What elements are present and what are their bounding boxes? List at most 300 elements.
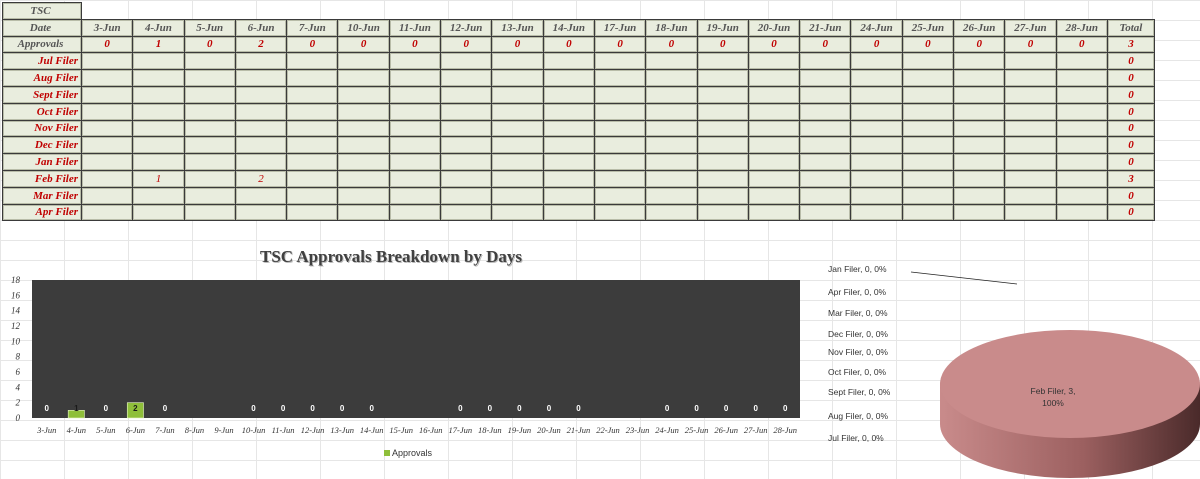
filer-cell[interactable]	[287, 187, 338, 204]
filer-cell[interactable]	[1056, 154, 1107, 171]
filer-cell[interactable]	[594, 204, 645, 221]
filer-cell[interactable]	[543, 187, 594, 204]
x-tick-label: 15-Jun	[389, 425, 414, 435]
column-header[interactable]: 4-Jun	[133, 19, 184, 36]
approvals-cell[interactable]: 0	[902, 36, 953, 53]
filer-cell[interactable]	[389, 137, 440, 154]
filer-cell[interactable]	[492, 70, 543, 87]
filer-cell[interactable]	[800, 154, 851, 171]
x-tick-label: 25-Jun	[684, 425, 709, 435]
data-label: 0	[783, 404, 788, 413]
filer-cell[interactable]	[851, 137, 902, 154]
filer-cell[interactable]	[492, 187, 543, 204]
filer-total-cell[interactable]: 0	[1107, 120, 1154, 137]
x-tick-label: 10-Jun	[241, 425, 266, 435]
approvals-cell[interactable]: 0	[492, 36, 543, 53]
filer-cell[interactable]	[133, 137, 184, 154]
filer-cell[interactable]	[594, 70, 645, 87]
column-header[interactable]: 12-Jun	[441, 19, 492, 36]
x-tick-label: 16-Jun	[418, 425, 443, 435]
filer-total-cell[interactable]: 0	[1107, 187, 1154, 204]
filer-row	[3, 70, 1155, 87]
filer-cell[interactable]	[441, 154, 492, 171]
filer-cell[interactable]	[1056, 137, 1107, 154]
data-label: 0	[339, 404, 345, 413]
filer-cell[interactable]	[441, 103, 492, 120]
filer-cell[interactable]	[594, 170, 645, 187]
y-tick-label: 8	[15, 351, 20, 362]
filer-cell[interactable]	[697, 187, 748, 204]
filer-cell[interactable]	[492, 204, 543, 221]
filer-label[interactable]: Aug Filer	[3, 70, 82, 87]
filer-cell[interactable]	[646, 187, 697, 204]
filer-cell[interactable]	[287, 120, 338, 137]
filer-label[interactable]: Apr Filer	[3, 204, 82, 221]
filer-cell[interactable]	[800, 86, 851, 103]
approvals-cell[interactable]: 0	[646, 36, 697, 53]
pie-label: Dec Filer, 0, 0%	[828, 329, 888, 339]
filer-cell[interactable]	[954, 86, 1005, 103]
filer-cell[interactable]	[954, 137, 1005, 154]
filer-total-cell[interactable]: 0	[1107, 204, 1154, 221]
filer-cell[interactable]	[902, 53, 953, 70]
filer-cell[interactable]	[184, 86, 235, 103]
filer-cell[interactable]	[1005, 204, 1056, 221]
approvals-cell[interactable]: 0	[748, 36, 799, 53]
filer-label[interactable]: Nov Filer	[3, 120, 82, 137]
filer-cell[interactable]	[646, 137, 697, 154]
filer-cell[interactable]	[492, 137, 543, 154]
filer-cell[interactable]	[748, 120, 799, 137]
filer-cell[interactable]	[235, 187, 286, 204]
filer-cell[interactable]	[492, 170, 543, 187]
filer-cell[interactable]	[1056, 187, 1107, 204]
filer-cell[interactable]	[800, 137, 851, 154]
filer-cell[interactable]	[287, 137, 338, 154]
column-header[interactable]: 24-Jun	[851, 19, 902, 36]
filer-cell[interactable]	[82, 103, 133, 120]
filer-cell[interactable]	[902, 70, 953, 87]
filer-cell[interactable]	[1056, 204, 1107, 221]
filer-cell[interactable]	[338, 86, 389, 103]
blank-cell	[1005, 3, 1056, 20]
total-header[interactable]: Total	[1107, 19, 1154, 36]
filer-cell[interactable]	[902, 204, 953, 221]
column-header[interactable]: 10-Jun	[338, 19, 389, 36]
column-header[interactable]: 21-Jun	[800, 19, 851, 36]
filer-label[interactable]: Jul Filer	[3, 53, 82, 70]
filer-cell[interactable]	[287, 53, 338, 70]
filer-cell[interactable]	[748, 70, 799, 87]
legend-label: Approvals	[392, 448, 433, 458]
filer-cell[interactable]	[902, 137, 953, 154]
column-header[interactable]: 28-Jun	[1056, 19, 1107, 36]
filer-cell[interactable]	[133, 70, 184, 87]
filer-cell[interactable]	[697, 86, 748, 103]
filer-cell[interactable]	[594, 154, 645, 171]
blank-cell	[851, 3, 902, 20]
filer-cell[interactable]	[389, 53, 440, 70]
filer-cell[interactable]	[184, 204, 235, 221]
filer-cell[interactable]	[543, 204, 594, 221]
filer-cell[interactable]	[851, 154, 902, 171]
filer-cell[interactable]	[389, 204, 440, 221]
filer-cell[interactable]	[748, 137, 799, 154]
filer-cell[interactable]	[954, 70, 1005, 87]
filer-cell[interactable]	[338, 154, 389, 171]
filer-cell[interactable]	[235, 154, 286, 171]
filer-total-cell[interactable]: 0	[1107, 70, 1154, 87]
approvals-total-cell[interactable]: 3	[1107, 36, 1154, 53]
filer-cell[interactable]	[338, 120, 389, 137]
filer-cell[interactable]	[594, 137, 645, 154]
filer-cell[interactable]	[748, 187, 799, 204]
filer-cell[interactable]	[1056, 86, 1107, 103]
filer-cell[interactable]	[82, 187, 133, 204]
filer-cell[interactable]	[82, 120, 133, 137]
filer-total-cell[interactable]: 0	[1107, 86, 1154, 103]
data-label: 0	[280, 404, 286, 413]
blank-cell	[543, 3, 594, 20]
filer-cell[interactable]	[1056, 170, 1107, 187]
y-tick-label: 10	[11, 336, 20, 347]
approvals-cell[interactable]: 2	[235, 36, 286, 53]
filer-cell[interactable]	[646, 103, 697, 120]
filer-cell[interactable]	[594, 53, 645, 70]
approvals-cell[interactable]: 0	[543, 36, 594, 53]
approvals-cell[interactable]: 0	[287, 36, 338, 53]
filer-cell[interactable]	[800, 204, 851, 221]
filer-cell[interactable]	[441, 70, 492, 87]
column-header[interactable]: 13-Jun	[492, 19, 543, 36]
filer-cell[interactable]	[851, 53, 902, 70]
column-header[interactable]: 6-Jun	[235, 19, 286, 36]
filer-cell[interactable]	[594, 120, 645, 137]
filer-cell[interactable]	[1005, 103, 1056, 120]
filer-cell[interactable]	[851, 187, 902, 204]
x-tick-label: 18-Jun	[478, 425, 502, 435]
filer-cell[interactable]	[82, 53, 133, 70]
approvals-cell[interactable]: 0	[954, 36, 1005, 53]
filer-cell[interactable]	[543, 120, 594, 137]
filer-cell[interactable]	[133, 154, 184, 171]
filer-cell[interactable]	[851, 86, 902, 103]
filer-cell[interactable]	[800, 120, 851, 137]
filer-cell[interactable]	[646, 53, 697, 70]
filer-cell[interactable]	[543, 86, 594, 103]
column-header[interactable]: 5-Jun	[184, 19, 235, 36]
filer-cell[interactable]	[800, 103, 851, 120]
filer-cell[interactable]	[543, 154, 594, 171]
column-header[interactable]: 20-Jun	[748, 19, 799, 36]
column-header[interactable]: 18-Jun	[646, 19, 697, 36]
filer-total-cell[interactable]: 0	[1107, 53, 1154, 70]
column-header[interactable]: 7-Jun	[287, 19, 338, 36]
approvals-cell[interactable]: 0	[697, 36, 748, 53]
filer-cell[interactable]	[82, 170, 133, 187]
approvals-cell[interactable]: 0	[594, 36, 645, 53]
filer-cell[interactable]	[133, 187, 184, 204]
filer-cell[interactable]	[338, 187, 389, 204]
x-tick-label: 12-Jun	[300, 425, 325, 435]
filer-cell[interactable]	[389, 120, 440, 137]
filer-cell[interactable]	[697, 154, 748, 171]
filer-cell[interactable]	[697, 204, 748, 221]
filer-cell[interactable]	[1056, 53, 1107, 70]
filer-cell[interactable]	[748, 103, 799, 120]
filer-cell[interactable]	[1056, 103, 1107, 120]
approvals-cell[interactable]: 0	[1056, 36, 1107, 53]
filer-cell[interactable]	[287, 86, 338, 103]
filer-cell[interactable]	[82, 137, 133, 154]
filer-cell[interactable]	[82, 70, 133, 87]
filer-cell[interactable]	[82, 204, 133, 221]
filer-cell[interactable]	[184, 137, 235, 154]
filer-cell[interactable]	[338, 137, 389, 154]
filer-cell[interactable]	[543, 70, 594, 87]
column-header[interactable]: 17-Jun	[594, 19, 645, 36]
approvals-label[interactable]: Approvals	[3, 36, 82, 53]
filer-cell[interactable]	[646, 170, 697, 187]
blank-cell	[1056, 3, 1107, 20]
filer-label[interactable]: Oct Filer	[3, 103, 82, 120]
blank-cell	[441, 3, 492, 20]
filer-cell[interactable]	[235, 70, 286, 87]
filer-cell[interactable]	[389, 70, 440, 87]
approvals-cell[interactable]: 0	[184, 36, 235, 53]
filer-cell[interactable]	[902, 187, 953, 204]
filer-cell[interactable]	[1005, 170, 1056, 187]
filer-total-cell[interactable]: 0	[1107, 154, 1154, 171]
filer-cell[interactable]	[954, 120, 1005, 137]
filer-cell[interactable]	[954, 204, 1005, 221]
filer-cell[interactable]	[133, 120, 184, 137]
filer-cell[interactable]	[235, 204, 286, 221]
filer-label[interactable]: Feb Filer	[3, 170, 82, 187]
filer-cell[interactable]	[441, 120, 492, 137]
date-label-cell[interactable]: Date	[3, 19, 82, 36]
approvals-table	[2, 2, 1155, 221]
filer-cell[interactable]	[441, 170, 492, 187]
filer-cell[interactable]	[646, 154, 697, 171]
filer-cell[interactable]	[594, 86, 645, 103]
column-header[interactable]: 11-Jun	[389, 19, 440, 36]
filer-cell[interactable]	[338, 70, 389, 87]
filer-cell[interactable]	[338, 53, 389, 70]
filer-total-cell[interactable]: 3	[1107, 170, 1154, 187]
filer-cell[interactable]	[184, 103, 235, 120]
filer-cell[interactable]	[1005, 187, 1056, 204]
corner-cell[interactable]: TSC	[3, 3, 82, 20]
column-header[interactable]: 26-Jun	[954, 19, 1005, 36]
filer-cell[interactable]	[235, 103, 286, 120]
filer-cell[interactable]	[800, 53, 851, 70]
filer-cell[interactable]	[389, 86, 440, 103]
filer-cell[interactable]	[902, 154, 953, 171]
column-header[interactable]: 25-Jun	[902, 19, 953, 36]
filer-cell[interactable]	[338, 103, 389, 120]
data-label: 0	[664, 404, 670, 413]
filer-cell[interactable]	[492, 103, 543, 120]
filer-cell[interactable]	[851, 70, 902, 87]
data-label: 0	[162, 404, 168, 413]
filer-cell[interactable]	[441, 137, 492, 154]
filer-cell[interactable]	[543, 103, 594, 120]
filer-cell[interactable]	[133, 53, 184, 70]
filer-cell[interactable]: 1	[133, 170, 184, 187]
filer-cell[interactable]	[492, 86, 543, 103]
bar-chart	[0, 268, 805, 446]
blank-cell	[492, 3, 543, 20]
filer-cell[interactable]	[902, 120, 953, 137]
filer-cell[interactable]	[492, 154, 543, 171]
approvals-cell[interactable]: 1	[133, 36, 184, 53]
filer-cell[interactable]	[133, 103, 184, 120]
blank-cell	[82, 3, 133, 20]
filer-cell[interactable]	[543, 53, 594, 70]
filer-cell[interactable]	[184, 170, 235, 187]
filer-cell[interactable]	[748, 53, 799, 70]
filer-cell[interactable]	[235, 86, 286, 103]
filer-cell[interactable]	[389, 103, 440, 120]
filer-cell[interactable]	[492, 120, 543, 137]
filer-total-cell[interactable]: 0	[1107, 137, 1154, 154]
filer-cell[interactable]	[543, 170, 594, 187]
filer-cell[interactable]	[748, 170, 799, 187]
filer-cell[interactable]	[287, 204, 338, 221]
filer-cell[interactable]	[1005, 70, 1056, 87]
pie-label: Apr Filer, 0, 0%	[828, 287, 887, 297]
filer-cell[interactable]	[235, 137, 286, 154]
filer-cell[interactable]	[184, 154, 235, 171]
filer-cell[interactable]	[902, 86, 953, 103]
filer-cell[interactable]	[851, 170, 902, 187]
filer-cell[interactable]	[697, 120, 748, 137]
filer-cell[interactable]	[1005, 53, 1056, 70]
filer-cell[interactable]	[954, 154, 1005, 171]
filer-label[interactable]: Sept Filer	[3, 86, 82, 103]
filer-cell[interactable]	[800, 187, 851, 204]
filer-cell[interactable]	[697, 137, 748, 154]
x-tick-label: 9-Jun	[214, 425, 234, 435]
filer-label[interactable]: Jan Filer	[3, 154, 82, 171]
approvals-cell[interactable]: 0	[1005, 36, 1056, 53]
filer-cell[interactable]	[441, 204, 492, 221]
filer-cell[interactable]	[235, 120, 286, 137]
filer-cell[interactable]	[184, 70, 235, 87]
filer-cell[interactable]	[287, 70, 338, 87]
filer-cell[interactable]	[1056, 70, 1107, 87]
filer-cell[interactable]	[954, 53, 1005, 70]
filer-cell[interactable]	[646, 204, 697, 221]
filer-cell[interactable]	[954, 103, 1005, 120]
filer-total-cell[interactable]: 0	[1107, 103, 1154, 120]
filer-row	[3, 187, 1155, 204]
column-header[interactable]: 14-Jun	[543, 19, 594, 36]
filer-cell[interactable]	[441, 187, 492, 204]
filer-cell[interactable]	[389, 187, 440, 204]
filer-cell[interactable]	[697, 70, 748, 87]
filer-cell[interactable]	[389, 154, 440, 171]
x-tick-label: 3-Jun	[37, 425, 57, 435]
column-header[interactable]: 27-Jun	[1005, 19, 1056, 36]
filer-cell[interactable]	[748, 204, 799, 221]
pie-label: 100%	[1042, 398, 1064, 408]
filer-cell[interactable]	[338, 204, 389, 221]
filer-cell[interactable]	[594, 103, 645, 120]
filer-cell[interactable]	[287, 154, 338, 171]
pie-label: Feb Filer, 3,	[1030, 386, 1076, 396]
filer-cell[interactable]	[954, 170, 1005, 187]
filer-cell[interactable]: 2	[235, 170, 286, 187]
filer-cell[interactable]	[543, 137, 594, 154]
y-tick-label: 0	[15, 413, 20, 423]
filer-cell[interactable]	[800, 70, 851, 87]
filer-cell[interactable]	[902, 170, 953, 187]
filer-cell[interactable]	[82, 86, 133, 103]
filer-cell[interactable]	[184, 120, 235, 137]
filer-cell[interactable]	[954, 187, 1005, 204]
filer-cell[interactable]	[1005, 137, 1056, 154]
filer-cell[interactable]	[646, 70, 697, 87]
filer-cell[interactable]	[287, 170, 338, 187]
filer-cell[interactable]	[697, 170, 748, 187]
approvals-cell[interactable]: 0	[338, 36, 389, 53]
filer-label[interactable]: Dec Filer	[3, 137, 82, 154]
filer-cell[interactable]	[389, 170, 440, 187]
filer-cell[interactable]	[800, 170, 851, 187]
approvals-cell[interactable]: 0	[82, 36, 133, 53]
filer-cell[interactable]	[851, 103, 902, 120]
approvals-cell[interactable]: 0	[851, 36, 902, 53]
column-header[interactable]: 19-Jun	[697, 19, 748, 36]
filer-cell[interactable]	[441, 53, 492, 70]
pie-label: Jan Filer, 0, 0%	[828, 264, 887, 274]
filer-cell[interactable]	[851, 120, 902, 137]
filer-label[interactable]: Mar Filer	[3, 187, 82, 204]
filer-cell[interactable]	[748, 86, 799, 103]
blank-cell	[646, 3, 697, 20]
filer-cell[interactable]	[646, 86, 697, 103]
filer-cell[interactable]	[646, 120, 697, 137]
filer-cell[interactable]	[1005, 86, 1056, 103]
x-tick-label: 11-Jun	[271, 425, 295, 435]
filer-cell[interactable]	[133, 86, 184, 103]
filer-cell[interactable]	[1005, 120, 1056, 137]
filer-cell[interactable]	[1056, 120, 1107, 137]
approvals-cell[interactable]: 0	[441, 36, 492, 53]
filer-cell[interactable]	[902, 103, 953, 120]
filer-cell[interactable]	[697, 103, 748, 120]
filer-cell[interactable]	[697, 53, 748, 70]
filer-cell[interactable]	[287, 103, 338, 120]
filer-cell[interactable]	[184, 53, 235, 70]
filer-cell[interactable]	[492, 53, 543, 70]
filer-cell[interactable]	[748, 154, 799, 171]
filer-cell[interactable]	[851, 204, 902, 221]
filer-cell[interactable]	[1005, 154, 1056, 171]
column-header[interactable]: 3-Jun	[82, 19, 133, 36]
approvals-cell[interactable]: 0	[389, 36, 440, 53]
filer-cell[interactable]	[184, 187, 235, 204]
approvals-cell[interactable]: 0	[800, 36, 851, 53]
filer-cell[interactable]	[82, 154, 133, 171]
filer-cell[interactable]	[594, 187, 645, 204]
filer-cell[interactable]	[338, 170, 389, 187]
filer-cell[interactable]	[441, 86, 492, 103]
filer-cell[interactable]	[235, 53, 286, 70]
filer-cell[interactable]	[133, 204, 184, 221]
